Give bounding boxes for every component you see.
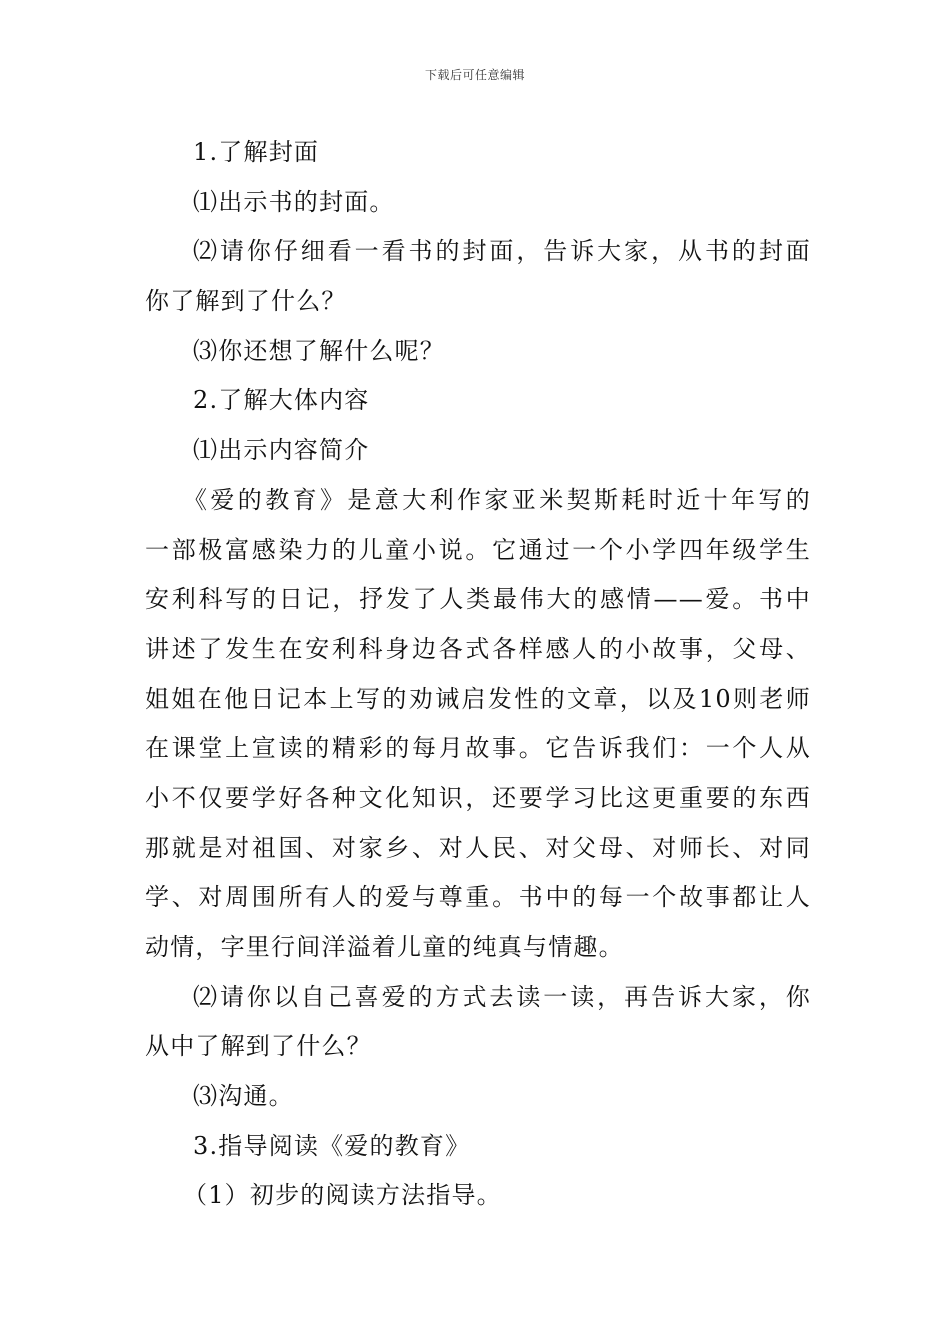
- paragraph-line: 姐姐在他日记本上写的劝诫启发性的文章，以及10则老师: [145, 684, 811, 713]
- paragraph-line: 一部极富感染力的儿童小说。它通过一个小学四年级学生: [145, 535, 811, 564]
- paragraph-line: ⑶你还想了解什么呢？: [193, 336, 445, 365]
- paragraph-line: 学、对周围所有人的爱与尊重。书中的每一个故事都让人: [145, 883, 811, 912]
- paragraph-line: ⑵请你仔细看一看书的封面，告诉大家，从书的封面: [193, 237, 811, 266]
- document-body: [145, 128, 811, 1221]
- paragraph-line: ⑶沟通。: [193, 1082, 294, 1111]
- paragraph-line: 动情，字里行间洋溢着儿童的纯真与情趣。: [145, 933, 624, 961]
- paragraph-line: 讲述了发生在安利科身边各式各样感人的小故事，父母、: [145, 634, 811, 663]
- paragraph-line: ⑴出示内容简介: [193, 436, 370, 465]
- paragraph-line: ⑴出示书的封面。: [193, 187, 395, 216]
- section-heading-3: 3.指导阅读《爱的教育》: [193, 1131, 471, 1160]
- paragraph-line: 你了解到了什么？: [145, 287, 347, 316]
- paragraph-line: ⑵请你以自己喜爱的方式去读一读，再告诉大家，你: [193, 982, 811, 1011]
- paragraph-line: 《爱的教育》是意大利作家亚米契斯耗时近十年写的: [183, 485, 811, 514]
- paragraph-line: （1）初步的阅读方法指导。: [183, 1181, 502, 1210]
- paragraph-line: 小不仅要学好各种文化知识，还要学习比这更重要的东西: [145, 783, 811, 812]
- paragraph-line: 那就是对祖国、对家乡、对人民、对父母、对师长、对同: [145, 833, 811, 862]
- page-header: 下载后可任意编辑: [424, 68, 525, 82]
- section-heading-1: 1.了解封面: [193, 138, 320, 166]
- paragraph-line: 在课堂上宣读的精彩的每月故事。它告诉我们：一个人从: [145, 734, 811, 763]
- paragraph-line: 从中了解到了什么？: [145, 1032, 372, 1061]
- section-heading-2: 2.了解大体内容: [193, 386, 370, 415]
- paragraph-line: 安利科写的日记，抒发了人类最伟大的感情——爱。书中: [145, 585, 811, 614]
